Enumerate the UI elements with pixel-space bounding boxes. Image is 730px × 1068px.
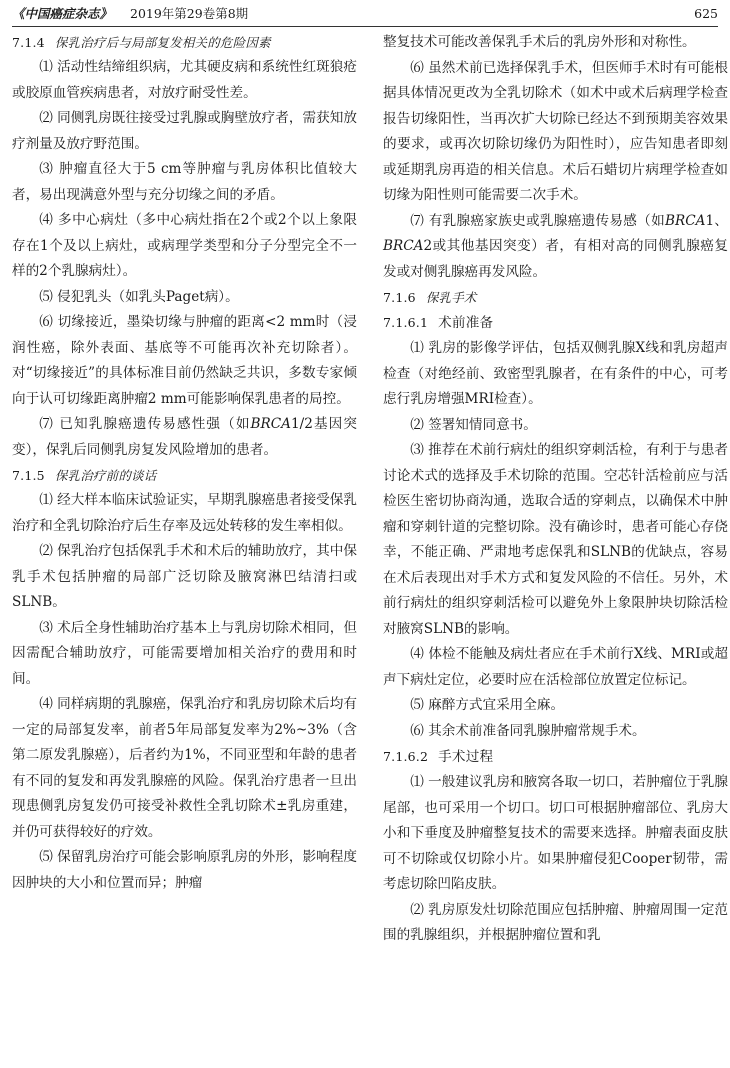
paragraph: ⑷ 同样病期的乳腺癌，保乳治疗和乳房切除术后均有一定的局部复发率，前者5年局部复发率为2%~3%（含第二原发乳腺癌），后者约为1%，不同亚型和年龄的患者有不同的复发和再发乳腺癌的风险。保乳治疗患者一旦出现患侧乳房复发仍可接受补救性全乳切除术±乳房重建，并仍可获得较好的疗效。: [12, 696, 357, 840]
paragraph: ⑴ 经大样本临床试验证实，早期乳腺癌患者接受保乳治疗和全乳切除治疗后生存率及远处转移的发生率相似。: [12, 492, 357, 534]
gene-name: BRCA: [664, 212, 706, 229]
paragraph: ⑵ 乳房原发灶切除范围应包括肿瘤、肿瘤周围一定范围的乳腺组织，并根据肿瘤位置和乳: [383, 901, 728, 943]
paragraph: ⑹ 虽然术前已选择保乳手术，但医师手术时有可能根据具体情况更改为全乳切除术（如术中或术后病理学检查报告切缘阳性，当再次扩大切除已经达不到预期美容效果的要求，或再次切除切缘仍为阳性时），应告知患者即刻或延期乳房再造的相关信息。术后石蜡切片病理学检查如切缘为阳性则可能需要二次手术。: [383, 59, 728, 203]
section-number: 7.1.4: [12, 35, 45, 50]
paragraph: ⑶ 推荐在术前行病灶的组织穿刺活检，有利于与患者讨论术式的选择及手术切除的范围。空芯针活检前应与活检医生密切协商沟通，选取合适的穿刺点，以确保术中肿瘤和穿刺针道的完整切除。没有确诊时，患者可能心存侥幸，不能正确、严肃地考虑保乳和SLNB的优缺点，容易在术后表现出对手术方式和复发风险的不信任。另外，术前行病灶的组织穿刺活检可以避免外上象限肿块切除活检对腋窝SLNB的影响。: [383, 442, 728, 637]
page-header: [12, 4, 718, 27]
text-span: 1/2基因突变），保乳后同侧乳房复发风险增加的患者。: [12, 416, 357, 458]
paragraph: ⑴ 活动性结缔组织病，尤其硬皮病和系统性红斑狼疮或胶原血管疾病患者，对放疗耐受性差。: [12, 59, 357, 101]
paragraph: ⑷ 体检不能触及病灶者应在手术前行X线、MRI或超声下病灶定位，必要时应在活检部位放置定位标记。: [383, 646, 728, 688]
section-number: 7.1.6.1: [383, 315, 429, 330]
paragraph: [383, 209, 728, 286]
section-heading: [383, 744, 728, 770]
gene-name: BRCA: [383, 238, 424, 254]
section-title: 保乳治疗后与局部复发相关的危险因素: [54, 35, 271, 50]
text-span: ⑺ 有乳腺癌家族史或乳腺癌遗传易感（如: [410, 212, 665, 229]
paragraph: ⑸ 麻醉方式宜采用全麻。: [410, 697, 565, 713]
page-number: 625: [694, 6, 718, 21]
gene-name: BRCA: [250, 416, 291, 432]
paragraph: [12, 412, 357, 463]
paragraph: ⑶ 术后全身性辅助治疗基本上与乳房切除术相同，但因需配合辅助放疗，可能需要增加相关治疗的费用和时间。: [12, 619, 357, 687]
paragraph: ⑵ 同侧乳房既往接受过乳腺或胸壁放疗者，需获知放疗剂量及放疗野范围。: [12, 110, 357, 152]
paragraph: ⑴ 乳房的影像学评估，包括双侧乳腺X线和乳房超声检查（对绝经前、致密型乳腺者，在有条件的中心，可考虑行乳房增强MRI检查）。: [383, 340, 728, 407]
paragraph: ⑵ 签署知情同意书。: [410, 416, 537, 433]
paragraph: ⑸ 侵犯乳头（如乳头Paget病）。: [39, 288, 239, 305]
section-number: 7.1.5: [12, 468, 45, 483]
section-title: 保乳治疗前的谈话: [54, 468, 157, 483]
left-column: [12, 30, 357, 896]
section-heading: [383, 285, 728, 310]
section-heading: [383, 310, 728, 336]
section-number: 7.1.6.2: [383, 749, 429, 764]
section-heading: [12, 30, 357, 55]
text-span: 1、: [705, 212, 728, 229]
journal-issue: 2019年第29卷第8期: [130, 6, 249, 21]
paragraph: ⑸ 保留乳房治疗可能会影响原乳房的外形，影响程度因肿块的大小和位置而异；肿瘤: [12, 849, 357, 891]
text-span: 2或其他基因突变）者，有相对高的同侧乳腺癌复发或对侧乳腺癌再发风险。: [383, 238, 728, 280]
paragraph: ⑵ 保乳治疗包括保乳手术和术后的辅助放疗，其中保乳手术包括肿瘤的局部广泛切除及腋窝淋巴结清扫或SLNB。: [12, 543, 357, 610]
paragraph: ⑹ 其余术前准备同乳腺肿瘤常规手术。: [410, 722, 646, 739]
text-span: ⑺ 已知乳腺癌遗传易感性强（如: [39, 416, 251, 432]
section-title: 保乳手术: [425, 290, 477, 305]
paragraph: ⑶ 肿瘤直径大于5 cm等肿瘤与乳房体积比值较大者，易出现满意外型与充分切缘之间的矛盾。: [12, 161, 357, 203]
journal-name: 《中国癌症杂志》: [12, 6, 113, 21]
section-title: 手术过程: [438, 749, 494, 765]
section-heading: [12, 463, 357, 488]
paragraph: ⑹ 切缘接近，墨染切缘与肿瘤的距离<2 mm时（浸润性癌，除外表面、基底等不可能再次补充切除者）。对“切缘接近”的具体标准目前仍然缺乏共识，多数专家倾向于认可切缘距离肿瘤2 mm可能影响保乳患者的局控。: [12, 314, 357, 407]
section-title: 术前准备: [438, 315, 494, 331]
right-column: [383, 30, 728, 949]
section-number: 7.1.6: [383, 290, 416, 305]
paragraph: ⑴ 一般建议乳房和腋窝各取一切口，若肿瘤位于乳腺尾部，也可采用一个切口。切口可根据肿瘤部位、乳房大小和下垂度及肿瘤整复技术的需要来选择。肿瘤表面皮肤可不切除或仅切除小片。如果肿瘤侵犯Cooper韧带，需考虑切除凹陷皮肤。: [383, 774, 728, 892]
paragraph: ⑷ 多中心病灶（多中心病灶指在2个或2个以上象限存在1个及以上病灶，或病理学类型和分子分型完全不一样的2个乳腺病灶）。: [12, 212, 357, 279]
paragraph-continued: 整复技术可能改善保乳手术后的乳房外形和对称性。: [383, 34, 696, 50]
